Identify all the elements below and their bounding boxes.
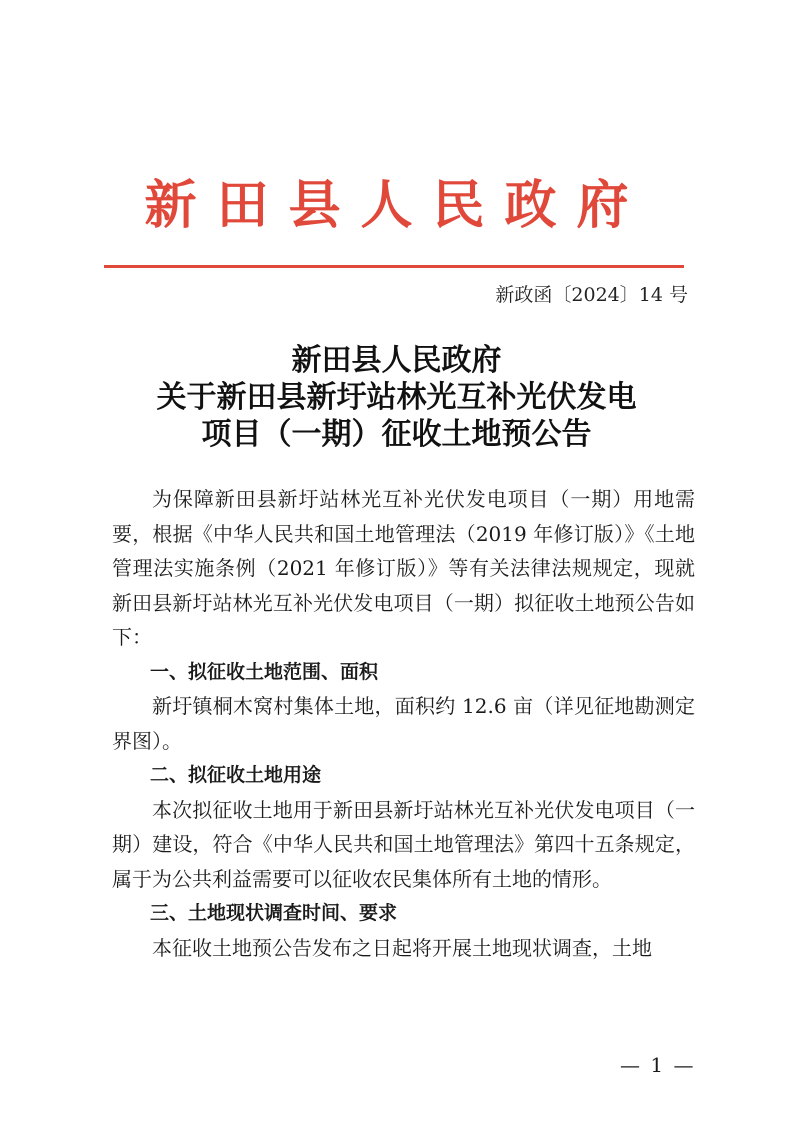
red-divider-line	[104, 265, 684, 268]
document-title-line-1: 新田县人民政府	[291, 343, 502, 378]
document-body	[112, 482, 695, 965]
section-1-paragraph: 新圩镇桐木窝村集体土地，面积约 12.6 亩（详见征地勘测定界图）。	[112, 694, 695, 753]
section-3-heading: 三、土地现状调查时间、要求	[150, 902, 398, 924]
document-number: 新政函〔2024〕14 号	[495, 284, 688, 306]
issuing-authority-header: 新田县人民政府	[144, 176, 649, 236]
section-1-heading: 一、拟征收土地范围、面积	[150, 660, 379, 683]
section-3-paragraph: 本征收土地预公告发布之日起将开展土地现状调查，土地	[152, 935, 652, 960]
intro-paragraph: 为保障新田县新圩站林光互补光伏发电项目（一期）用地需要，根据《中华人民共和国土地管理法（2019 年修订版）》《土地管理法实施条例（2021 年修订版）》等有关法律法规规定，现就新田县新圩站林光互补光伏发电项目（一期）拟征收土地预公告如下：	[112, 487, 695, 649]
document-title-line-3: 项目（一期）征收土地预公告	[201, 417, 592, 452]
section-2-heading: 二、拟征收土地用途	[150, 764, 322, 786]
section-2-paragraph: 本次拟征收土地用于新田县新圩站林光互补光伏发电项目（一期）建设，符合《中华人民共和国土地管理法》第四十五条规定，属于为公共利益需要可以征收农民集体所有土地的情形。	[112, 797, 695, 891]
document-title-line-2: 关于新田县新圩站林光互补光伏发电	[156, 380, 637, 415]
page-number: — 1 —	[620, 1053, 696, 1077]
